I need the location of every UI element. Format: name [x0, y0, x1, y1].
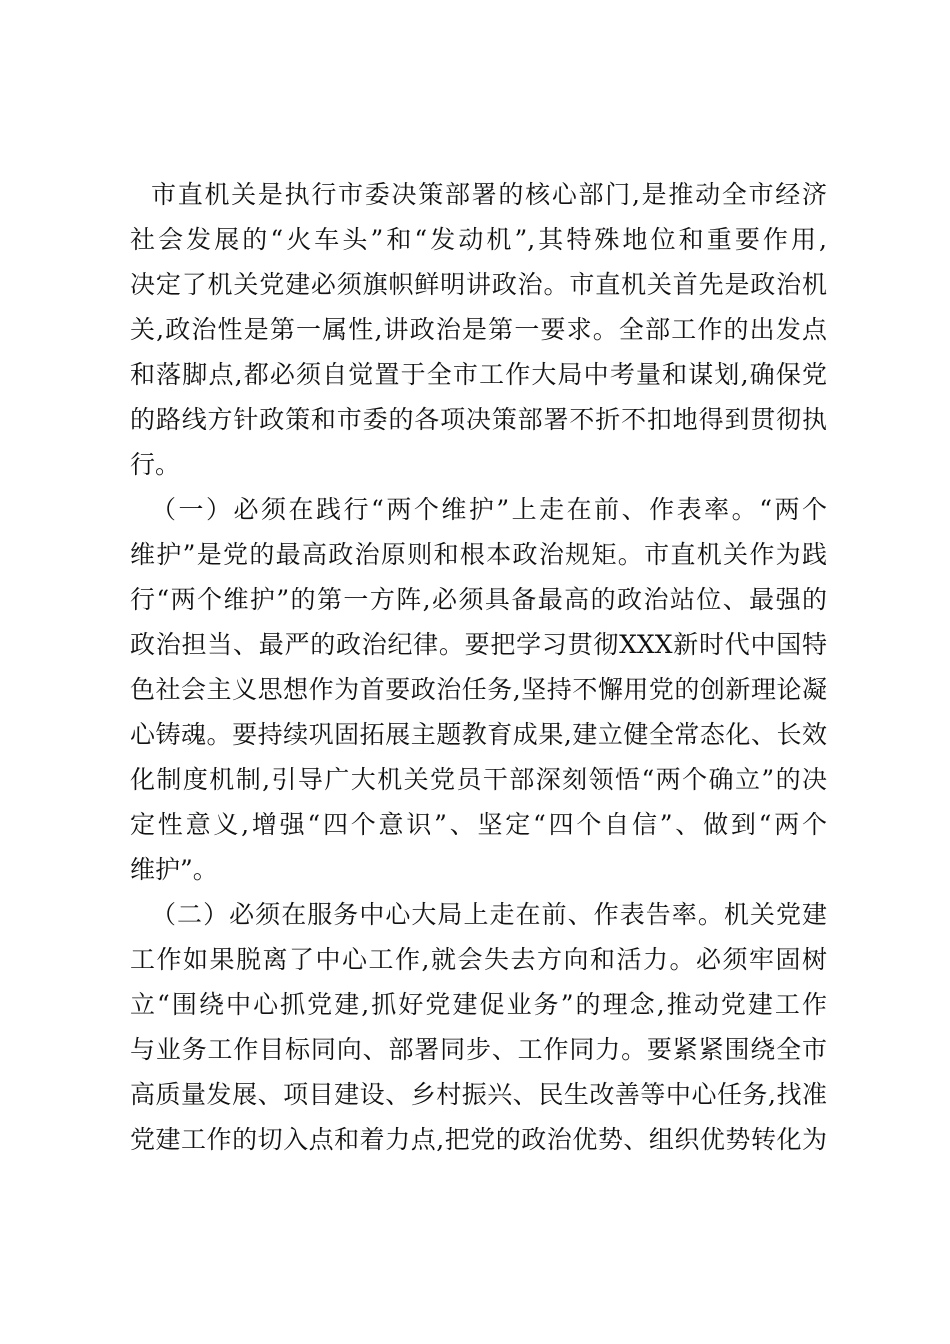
paragraph-line: （二）必须在服务中心大局上走在前、作表告率。机关党建: [151, 900, 827, 929]
paragraph-line: 工作如果脱离了中心工作,就会失去方向和活力。必须牢固树: [130, 945, 827, 974]
paragraph-line: 市直机关是执行市委决策部署的核心部门,是推动全市经济: [151, 180, 827, 209]
paragraph-line: 决定了机关党建必须旗帜鲜明讲政治。市直机关首先是政治机: [130, 270, 827, 299]
paragraph-line: 行“两个维护”的第一方阵,必须具备最高的政治站位、最强的: [130, 585, 827, 614]
paragraph-line: 的路线方针政策和市委的各项决策部署不折不扣地得到贯彻执: [130, 405, 827, 434]
paragraph-line: 立“围绕中心抓党建,抓好党建促业务”的理念,推动党建工作: [130, 990, 827, 1019]
document-page: [130, 172, 827, 1162]
paragraph-line: 关,政治性是第一属性,讲政治是第一要求。全部工作的出发点: [130, 315, 827, 344]
paragraph-line: （一）必须在践行“两个维护”上走在前、作表率。“两个: [151, 495, 827, 524]
paragraph-line: 政治担当、最严的政治纪律。要把学习贯彻XXX新时代中国特: [130, 630, 827, 659]
paragraph-line: 维护”是党的最高政治原则和根本政治规矩。市直机关作为践: [130, 540, 827, 569]
paragraph-line: 色社会主义思想作为首要政治任务,坚持不懈用党的创新理论凝: [130, 675, 827, 704]
paragraph-line: 党建工作的切入点和着力点,把党的政治优势、组织优势转化为: [130, 1125, 827, 1154]
paragraph-line: 社会发展的“火车头”和“发动机”,其特殊地位和重要作用,: [130, 225, 827, 254]
paragraph-line: 与业务工作目标同向、部署同步、工作同力。要紧紧围绕全市: [130, 1035, 827, 1064]
paragraph-line: 高质量发展、项目建设、乡村振兴、民生改善等中心任务,找准: [130, 1080, 827, 1109]
paragraph-line: 定性意义,增强“四个意识”、坚定“四个自信”、做到“两个: [130, 810, 827, 839]
paragraph-line: 心铸魂。要持续巩固拓展主题教育成果,建立健全常态化、长效: [130, 720, 827, 749]
paragraph-line: 维护”。: [130, 855, 218, 884]
paragraph-line: 和落脚点,都必须自觉置于全市工作大局中考量和谋划,确保党: [130, 360, 827, 389]
paragraph-line: 行。: [130, 450, 181, 479]
paragraph-line: 化制度机制,引导广大机关党员干部深刻领悟“两个确立”的决: [130, 765, 827, 794]
